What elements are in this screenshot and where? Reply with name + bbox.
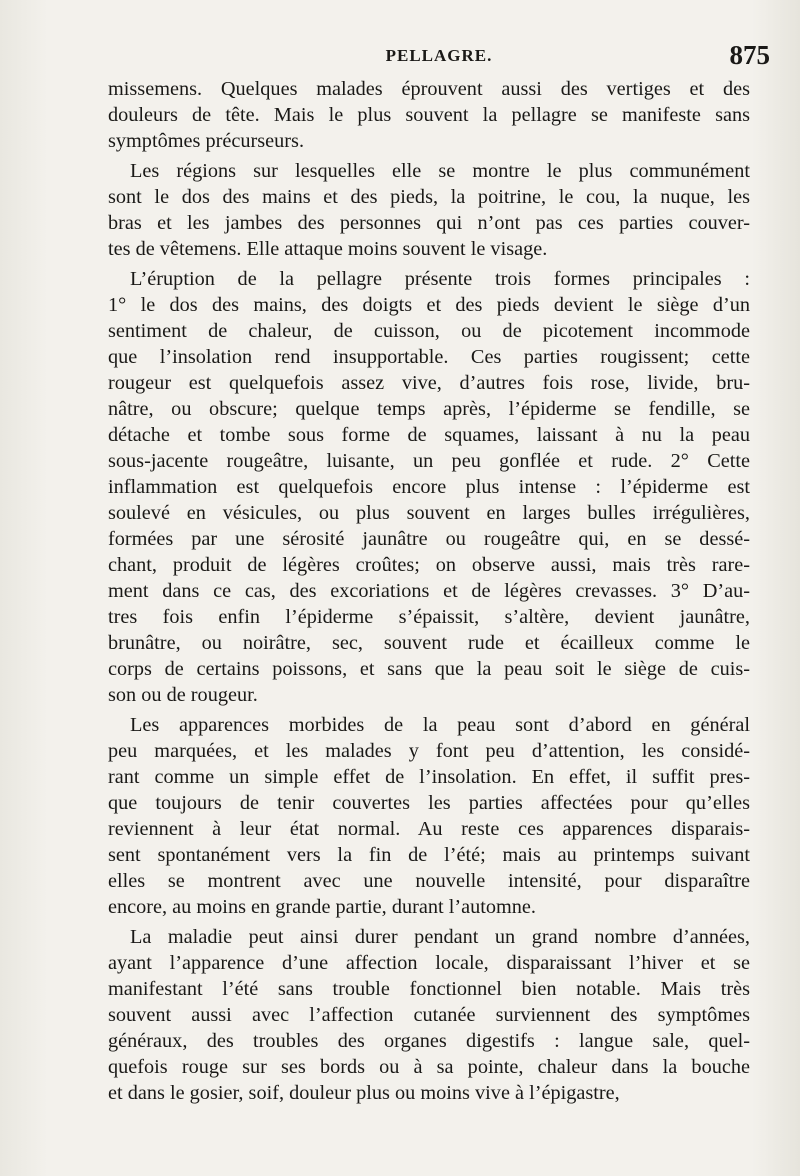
text-line: peu marquées, et les malades y font peu d’attention, les considé-	[108, 740, 750, 762]
text-line: ayant l’apparence d’une affection locale, disparaissant l’hiver et se	[108, 952, 750, 974]
text-line: sent spontanément vers la fin de l’été; mais au printemps suivant	[108, 844, 750, 866]
text-line: encore, au moins en grande partie, durant l’automne.	[108, 896, 536, 918]
text-line: bras et les jambes des personnes qui n’ont pas ces parties couver-	[108, 212, 750, 234]
text-line: La maladie peut ainsi durer pendant un grand nombre d’années,	[130, 926, 750, 948]
text-line: 1° le dos des mains, des doigts et des pieds devient le siège d’un	[108, 294, 750, 316]
paragraph	[108, 266, 750, 708]
text-line: inflammation est quelquefois encore plus intense : l’épiderme est	[108, 476, 750, 498]
paragraph	[108, 712, 750, 920]
text-line: sous-jacente rougeâtre, luisante, un peu gonflée et rude. 2° Cette	[108, 450, 750, 472]
text-line: Les apparences morbides de la peau sont d’abord en général	[130, 714, 750, 736]
text-line: douleurs de tête. Mais le plus souvent la pellagre se manifeste sans	[108, 104, 750, 126]
text-line: détache et tombe sous forme de squames, laissant à nu la peau	[108, 424, 750, 446]
text-line: son ou de rougeur.	[108, 684, 258, 706]
text-line: ment dans ce cas, des excoriations et de légères crevasses. 3° D’au-	[108, 580, 750, 602]
text-line: manifestant l’été sans trouble fonctionnel bien notable. Mais très	[108, 978, 750, 1000]
text-line: elles se montrent avec une nouvelle intensité, pour disparaître	[108, 870, 750, 892]
text-line: et dans le gosier, soif, douleur plus ou moins vive à l’épigastre,	[108, 1082, 620, 1104]
text-line: Les régions sur lesquelles elle se montre le plus communément	[130, 160, 750, 182]
text-line: tres fois enfin l’épiderme s’épaissit, s’altère, devient jaunâtre,	[108, 606, 750, 628]
text-line: corps de certains poissons, et sans que la peau soit le siège de cuis-	[108, 658, 750, 680]
page-header	[108, 40, 770, 76]
paragraph	[108, 158, 750, 262]
text-line: souvent aussi avec l’affection cutanée surviennent des symptômes	[108, 1004, 750, 1026]
paragraph	[108, 924, 750, 1106]
text-line: soulevé en vésicules, ou plus souvent en larges bulles irrégulières,	[108, 502, 750, 524]
page-number: 875	[729, 40, 770, 70]
text-line: missemens. Quelques malades éprouvent aussi des vertiges et des	[108, 78, 750, 100]
text-line: symptômes précurseurs.	[108, 130, 305, 152]
text-line: brunâtre, ou noirâtre, sec, souvent rude et écailleux comme le	[108, 632, 750, 654]
text-line: reviennent à leur état normal. Au reste ces apparences disparais-	[108, 818, 750, 840]
paragraph	[108, 76, 750, 154]
text-line: sentiment de chaleur, de cuisson, ou de picotement incommode	[108, 320, 750, 342]
text-line: généraux, des troubles des organes digestifs : langue sale, quel-	[108, 1030, 750, 1052]
text-line: rougeur est quelquefois assez vive, d’autres fois rose, livide, bru-	[108, 372, 750, 394]
text-line: nâtre, ou obscure; quelque temps après, l’épiderme se fendille, se	[108, 398, 750, 420]
text-line: sont le dos des mains et des pieds, la poitrine, le cou, la nuque, les	[108, 186, 750, 208]
text-line: rant comme un simple effet de l’insolation. En effet, il suffit pres-	[108, 766, 750, 788]
text-line: que l’insolation rend insupportable. Ces parties rougissent; cette	[108, 346, 750, 368]
text-line: chant, produit de légères croûtes; on observe aussi, mais très rare-	[108, 554, 750, 576]
running-head: PELLAGRE.	[385, 46, 493, 65]
text-line: formées par une sérosité jaunâtre ou rougeâtre qui, en se dessé-	[108, 528, 750, 550]
text-line: L’éruption de la pellagre présente trois formes principales :	[130, 268, 750, 290]
text-line: tes de vêtemens. Elle attaque moins souvent le visage.	[108, 238, 548, 260]
text-line: quefois rouge sur ses bords ou à sa pointe, chaleur dans la bouche	[108, 1056, 750, 1078]
body-text	[108, 76, 750, 1106]
text-line: que toujours de tenir couvertes les parties affectées pour qu’elles	[108, 792, 750, 814]
